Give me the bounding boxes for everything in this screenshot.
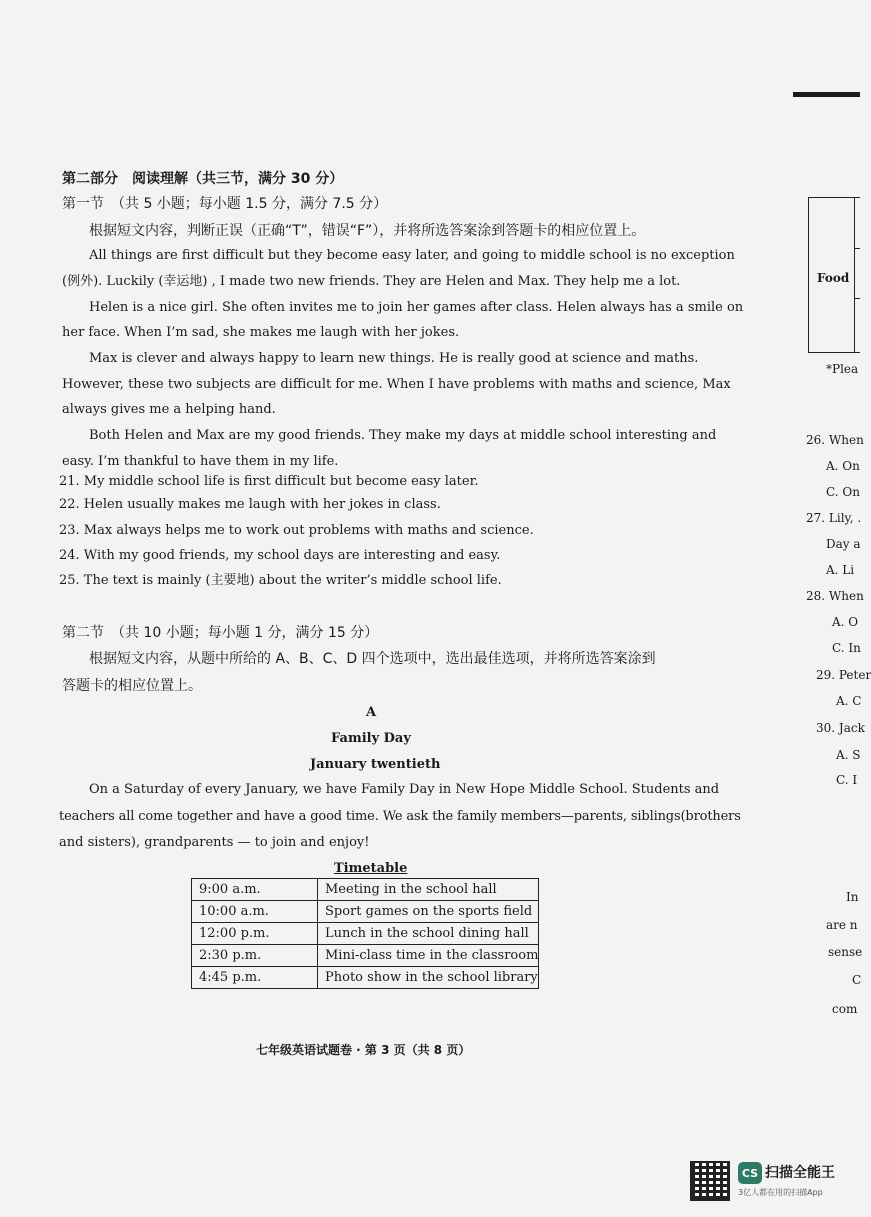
- side-text: sense: [828, 945, 863, 959]
- passage-line: Max is clever and always happy to learn new things. He is really good at science and maths.: [89, 351, 699, 366]
- sec1-heading: 第一节 （共 5 小题；每小题 1.5 分，满分 7.5 分）: [62, 196, 388, 212]
- time-cell: 4:45 p.m.: [192, 967, 318, 989]
- side-text: C. On: [826, 485, 860, 499]
- table-row: [192, 901, 539, 923]
- page-footer: 七年级英语试题卷 · 第 3 页（共 8 页）: [256, 1043, 471, 1057]
- passage-line: her face. When I’m sad, she makes me laugh with her jokes.: [62, 325, 460, 340]
- sec2-instruction: 根据短文内容，从题中所给的 A、B、C、D 四个选项中，选出最佳选项，并将所选答案涂到: [89, 651, 656, 667]
- passage-line: Both Helen and Max are my good friends. They make my days at middle school interesting and: [89, 428, 717, 443]
- sec2-heading: 第二节 （共 10 小题；每小题 1 分，满分 15 分）: [62, 625, 379, 641]
- side-text: 26. When: [806, 433, 864, 447]
- time-cell: 9:00 a.m.: [192, 879, 318, 901]
- food-table-fragment: [808, 197, 860, 353]
- section-letter: A: [366, 705, 377, 720]
- passage-line: always gives me a helping hand.: [62, 402, 276, 417]
- activity-cell: Meeting in the school hall: [318, 879, 539, 901]
- side-text: are n: [826, 918, 858, 932]
- question-22: 22. Helen usually makes me laugh with her jokes in class.: [59, 497, 441, 512]
- food-label: Food: [817, 271, 850, 285]
- table-row: [192, 967, 539, 989]
- side-text: A. On: [826, 459, 860, 473]
- top-rule: [793, 92, 860, 97]
- time-cell: 2:30 p.m.: [192, 945, 318, 967]
- time-cell: 10:00 a.m.: [192, 901, 318, 923]
- question-23: 23. Max always helps me to work out problems with maths and science.: [59, 523, 534, 538]
- side-text: A. Li: [826, 563, 855, 577]
- camscanner-logo-icon: CS: [738, 1162, 762, 1184]
- activity-cell: Lunch in the school dining hall: [318, 923, 539, 945]
- side-text: In: [846, 890, 859, 904]
- side-text: 30. Jack: [816, 721, 865, 735]
- sec1-instruction: 根据短文内容，判断正误（正确“T”，错误“F”），并将所选答案涂到答题卡的相应位置上。: [89, 223, 646, 239]
- time-cell: 12:00 p.m.: [192, 923, 318, 945]
- qr-code-icon: [690, 1161, 730, 1201]
- app-name: 扫描全能王: [765, 1165, 835, 1181]
- side-text: C. In: [832, 641, 861, 655]
- table-row: [192, 945, 539, 967]
- side-text: 29. Peter: [816, 668, 871, 682]
- activity-cell: Photo show in the school library: [318, 967, 539, 989]
- question-25: 25. The text is mainly (主要地) about the writer’s middle school life.: [59, 573, 502, 588]
- passage-line: All things are first difficult but they become easy later, and going to middle school is no exception: [89, 248, 735, 263]
- timetable: [191, 878, 539, 989]
- side-text: A. C: [836, 694, 862, 708]
- part2-heading: 第二部分 阅读理解（共三节，满分 30 分）: [62, 171, 344, 187]
- passage-line: However, these two subjects are difficult for me. When I have problems with maths and science, Max: [62, 377, 731, 392]
- app-tagline: 3亿人都在用的扫描App: [738, 1188, 823, 1197]
- passage-line: (例外). Luckily (幸运地) , I made two new friends. They are Helen and Max. They help me a lot.: [62, 274, 681, 289]
- side-text: com: [832, 1002, 858, 1016]
- side-text: 28. When: [806, 589, 864, 603]
- side-text: C: [852, 973, 862, 987]
- passage-date: January twentieth: [310, 757, 441, 772]
- intro-line: On a Saturday of every January, we have Family Day in New Hope Middle School. Students and: [89, 782, 720, 797]
- passage-title: Family Day: [331, 731, 411, 746]
- sec2-instruction: 答题卡的相应位置上。: [62, 678, 202, 694]
- table-row: [192, 879, 539, 901]
- side-text: *Plea: [826, 362, 859, 376]
- activity-cell: Sport games on the sports field: [318, 901, 539, 923]
- intro-line: teachers all come together and have a good time. We ask the family members—parents, siblings(brothers: [59, 809, 741, 824]
- passage-line: Helen is a nice girl. She often invites me to join her games after class. Helen always has a smile on: [89, 300, 744, 315]
- side-text: Day a: [826, 537, 861, 551]
- intro-line: and sisters), grandparents — to join and enjoy!: [59, 835, 370, 850]
- timetable-title: Timetable: [334, 861, 408, 876]
- table-row: [192, 923, 539, 945]
- activity-cell: Mini-class time in the classroom: [318, 945, 539, 967]
- side-text: A. S: [836, 748, 861, 762]
- question-24: 24. With my good friends, my school days are interesting and easy.: [59, 548, 501, 563]
- side-text: 27. Lily, .: [806, 511, 862, 525]
- side-text: C. I: [836, 773, 858, 787]
- passage-line: easy. I’m thankful to have them in my life.: [62, 454, 339, 469]
- question-21: 21. My middle school life is first difficult but become easy later.: [59, 474, 479, 489]
- side-text: A. O: [832, 615, 859, 629]
